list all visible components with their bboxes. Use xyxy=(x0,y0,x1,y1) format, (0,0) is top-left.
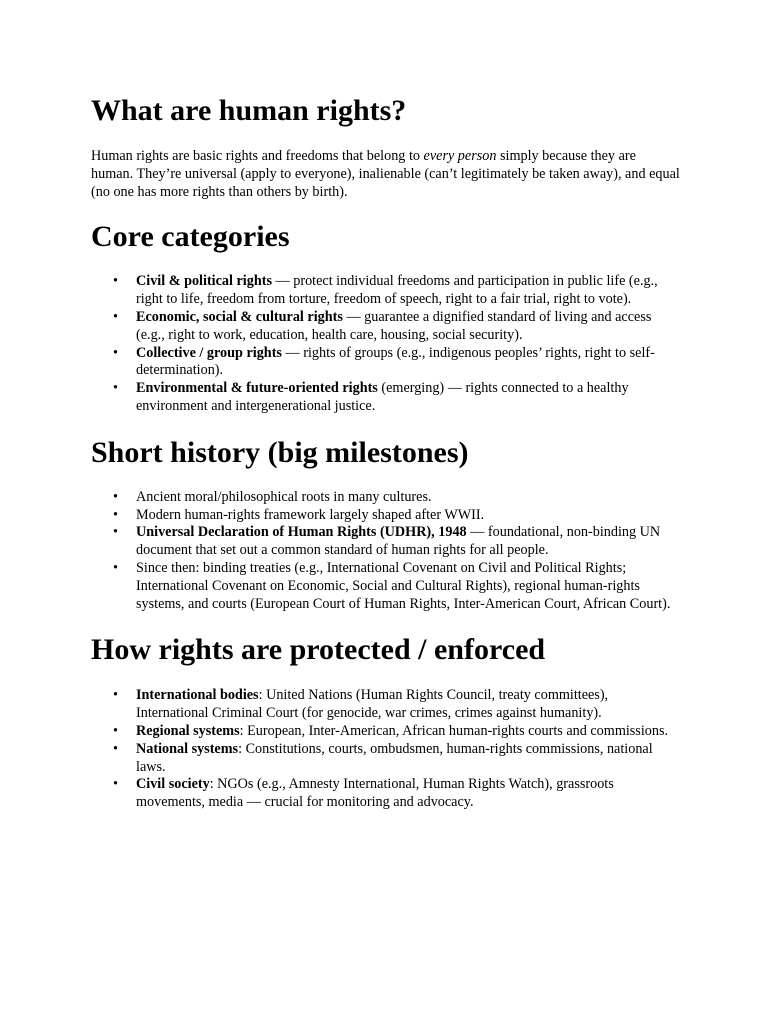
bullet-icon: • xyxy=(113,506,118,523)
heading-what-are-human-rights: What are human rights? xyxy=(91,94,407,127)
item-term: Civil society xyxy=(136,776,210,793)
list-item xyxy=(91,489,681,507)
item-term: Civil & political rights xyxy=(136,273,272,290)
bullet-icon: • xyxy=(113,722,118,739)
item-description: : NGOs (e.g., Amnesty International, Human Rights Watch), grassroots movements, media — crucial for monitoring and advocacy. xyxy=(136,776,614,811)
item-term: Economic, social & cultural rights xyxy=(136,308,343,325)
bullet-icon: • xyxy=(113,380,118,397)
item-term: International bodies xyxy=(136,687,259,704)
core-categories-list xyxy=(91,273,681,415)
item-term: Regional systems xyxy=(136,722,240,739)
intro-emphasis: every person xyxy=(423,148,497,164)
heading-core-categories: Core categories xyxy=(91,220,290,254)
document-page xyxy=(91,93,681,812)
heading-how-rights-are-protected: How rights are protected / enforced xyxy=(91,633,546,667)
bullet-icon: • xyxy=(113,308,118,325)
list-item xyxy=(91,741,681,777)
item-term: National systems xyxy=(136,740,239,757)
list-item xyxy=(91,380,681,416)
item-description: Ancient moral/philosophical roots in many cultures. xyxy=(136,488,432,505)
item-description: Modern human-rights framework largely shaped after WWII. xyxy=(136,506,485,523)
item-description: — rights of groups (e.g., indigenous peoples’ rights, right to self-determination). xyxy=(136,344,655,379)
intro-paragraph xyxy=(91,148,681,201)
item-term: Universal Declaration of Human Rights (UDHR), 1948 xyxy=(136,524,467,541)
item-description: : United Nations (Human Rights Council, treaty committees), International Criminal Court (for genocide, war crimes, crimes against humanity). xyxy=(136,687,609,722)
bullet-icon: • xyxy=(113,776,118,793)
list-item xyxy=(91,560,681,613)
bullet-icon: • xyxy=(113,273,118,290)
item-term: Collective / group rights xyxy=(136,344,282,361)
intro-text-end: simply because they are human. They’re universal (apply to everyone), inalienable (can’t legitimately be taken away), and equal (no one has more rights than others by birth). xyxy=(91,148,680,200)
item-term: Environmental & future-oriented rights xyxy=(136,380,378,397)
item-description: Since then: binding treaties (e.g., International Covenant on Civil and Political Rights; International Covenant on Economic, Social and Cultural Rights), regional human-rights systems, and courts (European Court of Human Rights, Inter-American Court, African Court). xyxy=(136,559,671,612)
list-item xyxy=(91,723,681,741)
bullet-icon: • xyxy=(113,488,118,505)
list-item xyxy=(91,524,681,560)
bullet-icon: • xyxy=(113,524,118,541)
item-description: — foundational, non-binding UN document that set out a common standard of human rights for all people. xyxy=(136,524,661,559)
item-description: : Constitutions, courts, ombudsmen, human-rights commissions, national laws. xyxy=(136,740,653,775)
list-item xyxy=(91,309,681,345)
protection-list xyxy=(91,687,681,812)
bullet-icon: • xyxy=(113,687,118,704)
list-item xyxy=(91,687,681,723)
list-item xyxy=(91,345,681,381)
item-description: (emerging) — rights connected to a healthy environment and intergenerational justice. xyxy=(136,380,629,414)
item-description: : European, Inter-American, African human-rights courts and commissions. xyxy=(239,722,669,739)
history-list xyxy=(91,489,681,614)
item-description: — protect individual freedoms and participation in public life (e.g., right to life, freedom from torture, freedom of speech, right to a fair trial, right to vote). xyxy=(136,273,658,308)
intro-text-start: Human rights are basic rights and freedoms that belong to xyxy=(91,148,424,164)
list-item xyxy=(91,507,681,525)
item-description: — guarantee a dignified standard of living and access (e.g., right to work, education, health care, housing, social security). xyxy=(136,308,652,343)
bullet-icon: • xyxy=(113,740,118,757)
list-item xyxy=(91,273,681,309)
bullet-icon: • xyxy=(113,344,118,361)
list-item xyxy=(91,776,681,812)
bullet-icon: • xyxy=(113,559,118,576)
heading-short-history: Short history (big milestones) xyxy=(91,435,469,469)
